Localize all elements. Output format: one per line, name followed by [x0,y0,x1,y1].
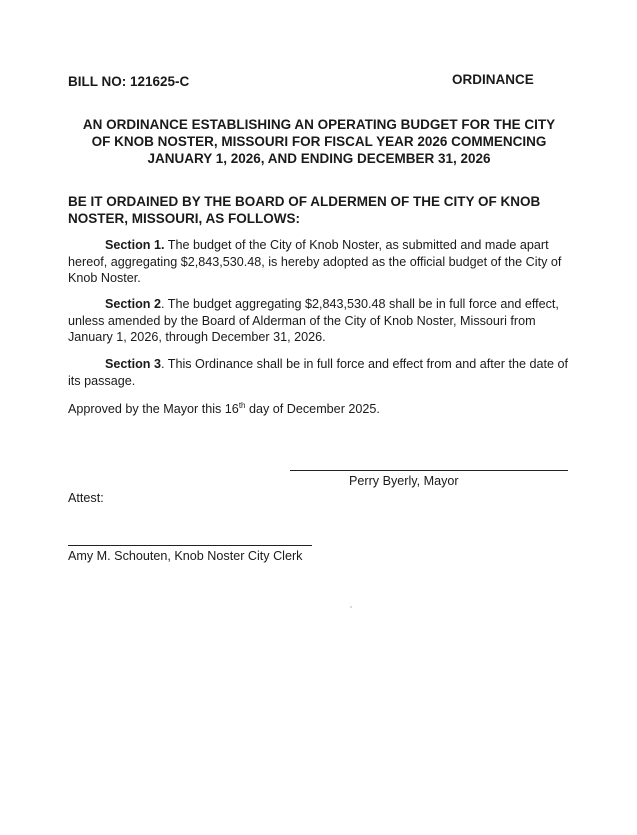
approval-prefix: Approved by the Mayor this 16 [68,402,239,416]
attest-label: Attest: [68,491,104,505]
section-3 [68,356,573,389]
section-text: . This Ordinance shall be in full force and effect from and after the date of its passage. [68,357,568,388]
approval-statement [68,401,380,418]
ordinance-title [60,116,578,167]
enacting-clause: BE IT ORDAINED BY THE BOARD OF ALDERMEN OF THE CITY OF KNOB NOSTER, MISSOURI, AS FOLLOWS: [68,194,541,226]
clerk-signature-line [68,545,312,546]
section-2 [68,296,573,346]
bill-number: BILL NO: 121625-C [68,74,190,89]
approval-suffix: day of December 2025. [245,402,380,416]
clerk-name: Amy M. Schouten, Knob Noster City Clerk [68,549,303,563]
title-line: OF KNOB NOSTER, MISSOURI FOR FISCAL YEAR 2026 COMMENCING [91,134,547,149]
section-label: Section 3 [105,357,161,371]
section-label: Section 2 [105,297,161,311]
section-text: . The budget aggregating $2,843,530.48 shall be in full force and effect, unless amended by the Board of Alderman of the City of Knob Noster, Missouri from January 1, 2026, through December 31, 2026. [68,297,559,344]
section-label: Section 1. [105,238,165,252]
title-line: AN ORDINANCE ESTABLISHING AN OPERATING BUDGET FOR THE CITY [82,117,556,132]
scan-speck [350,606,352,608]
section-1 [68,237,573,287]
document-type: ORDINANCE [452,72,534,87]
approval-ordinal: th [238,400,246,410]
mayor-name: Perry Byerly, Mayor [349,474,459,488]
title-line: JANUARY 1, 2026, AND ENDING DECEMBER 31, 2026 [147,151,491,166]
mayor-signature-line [290,470,568,471]
section-text: The budget of the City of Knob Noster, as submitted and made apart hereof, aggregating $2,843,530.48, is hereby adopted as the official budget of the City of Knob Noster. [68,238,562,285]
